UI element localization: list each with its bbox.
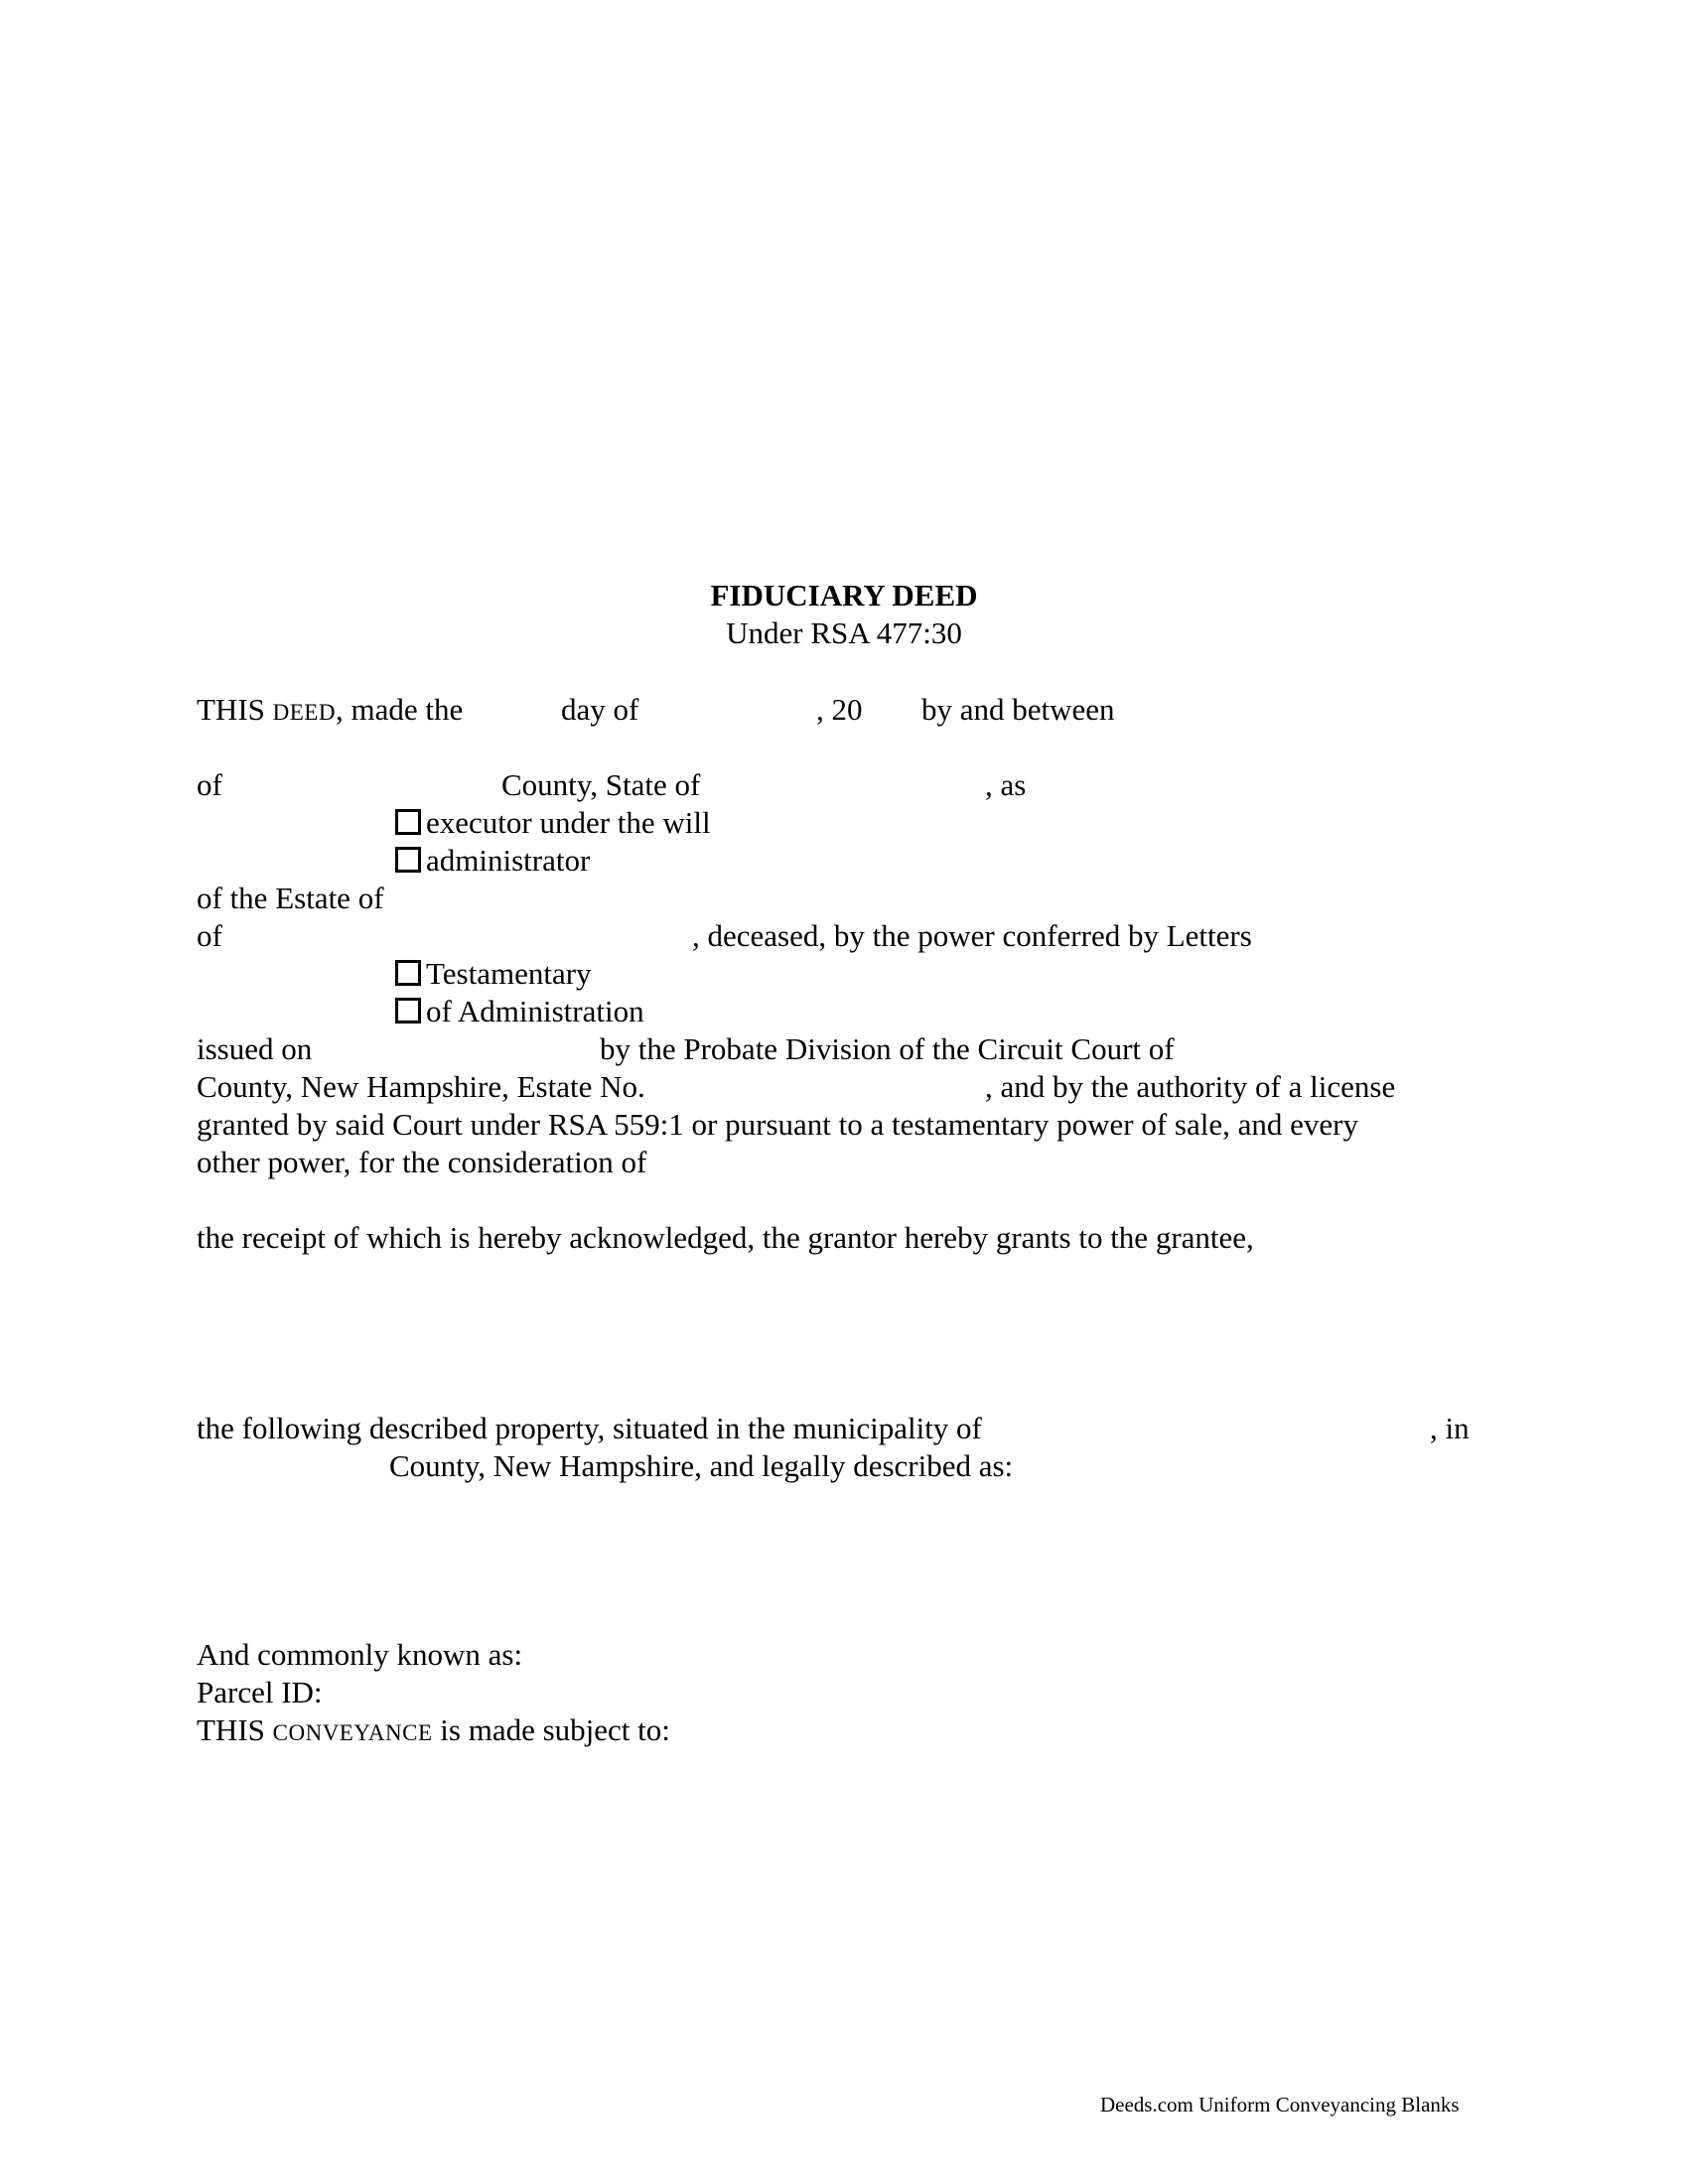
grantor-of-label: of: [197, 767, 222, 802]
testamentary-label: Testamentary: [426, 956, 592, 991]
year-prefix: , 20: [816, 692, 863, 727]
probate-division-text: by the Probate Division of the Circuit Court of: [600, 1031, 1175, 1066]
day-of-label: day of: [561, 692, 639, 727]
administrator-checkbox[interactable]: [395, 847, 421, 873]
administration-checkbox[interactable]: [395, 998, 421, 1024]
footer-text: Deeds.com Uniform Conveyancing Blanks: [1100, 2093, 1460, 2116]
made-the-text: , made the: [335, 692, 464, 727]
document-subtitle: Under RSA 477:30: [726, 615, 962, 650]
subject-to-text: is made subject to:: [432, 1712, 670, 1747]
this-word: THIS: [197, 692, 273, 727]
this-word-2: THIS: [197, 1712, 273, 1747]
granted-text: granted by said Court under RSA 559:1 or pursuant to a testamentary power of sale, and every: [197, 1107, 1358, 1142]
estate-of-label: of the Estate of: [197, 881, 384, 915]
decedent-of-label: of: [197, 918, 222, 953]
conveyance-word: CONVEYANCE: [272, 1720, 433, 1745]
in-label: , in: [1430, 1411, 1470, 1445]
receipt-text: the receipt of which is hereby acknowledged, the grantor hereby grants to the grantee,: [197, 1220, 1254, 1255]
commonly-known-label: And commonly known as:: [197, 1637, 523, 1672]
deceased-text: , deceased, by the power conferred by Letters: [692, 918, 1252, 953]
document-title: FIDUCIARY DEED: [710, 578, 978, 613]
administration-label: of Administration: [426, 994, 644, 1028]
by-and-between-label: by and between: [921, 692, 1115, 727]
parcel-id-label: Parcel ID:: [197, 1675, 323, 1709]
county-state-label: County, State of: [501, 767, 701, 802]
consideration-text: other power, for the consideration of: [197, 1145, 647, 1179]
property-municipality-text: the following described property, situated in the municipality of: [197, 1411, 982, 1445]
administrator-label: administrator: [426, 843, 591, 878]
executor-label: executor under the will: [426, 805, 711, 840]
county-estate-no-label: County, New Hampshire, Estate No.: [197, 1069, 645, 1104]
as-label: , as: [985, 767, 1027, 802]
executor-checkbox[interactable]: [395, 809, 421, 835]
deed-opening: [197, 692, 463, 731]
legal-description-label: County, New Hampshire, and legally described as:: [389, 1448, 1014, 1483]
issued-on-label: issued on: [197, 1031, 313, 1066]
subject-to-line: [197, 1712, 670, 1751]
license-authority-text: , and by the authority of a license: [985, 1069, 1396, 1104]
testamentary-checkbox[interactable]: [395, 960, 421, 986]
deed-word: DEED: [272, 700, 336, 725]
